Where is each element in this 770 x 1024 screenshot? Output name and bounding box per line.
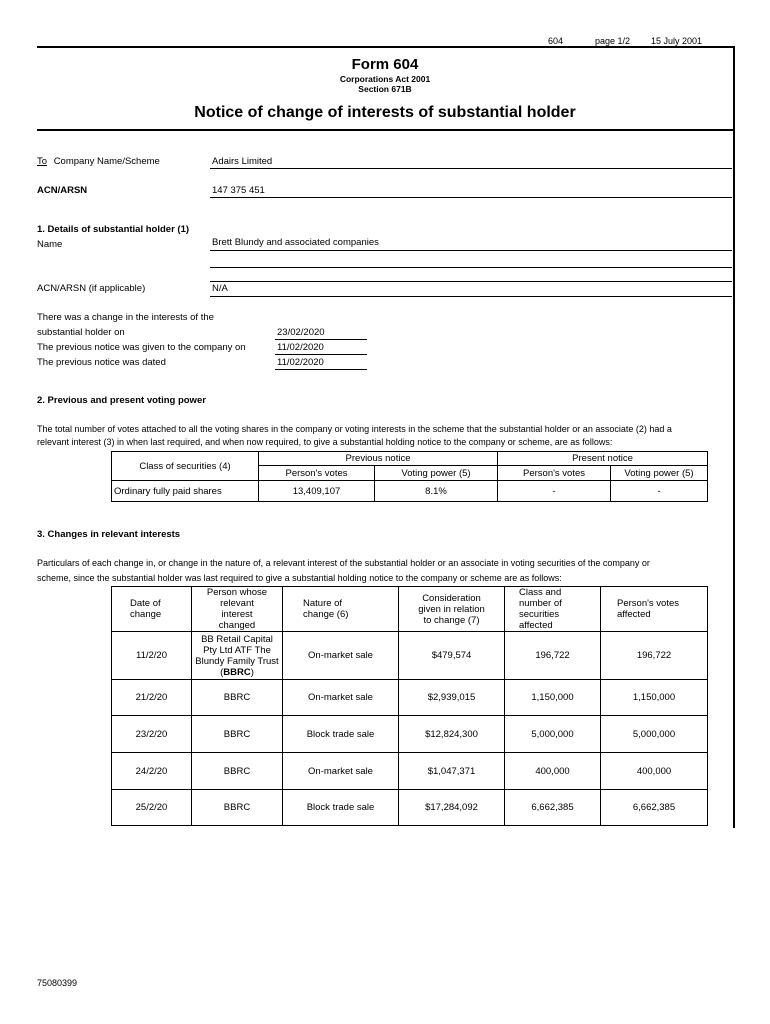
row-nature: Block trade sale — [283, 790, 399, 826]
table-row — [112, 790, 708, 826]
row-securities: 6,662,385 — [505, 790, 601, 826]
row-securities: 400,000 — [505, 753, 601, 790]
col-previous: Previous notice — [259, 452, 498, 466]
hdr-votes: Person's votes affected — [601, 587, 708, 632]
section3-heading: 3. Changes in relevant interests — [37, 529, 181, 540]
acn-applicable-label: ACN/ARSN (if applicable) — [37, 283, 146, 294]
table-row — [112, 680, 708, 716]
company-line — [210, 168, 732, 169]
col-persons-votes: Person's votes — [259, 466, 375, 481]
section3-para-2: scheme, since the substantial holder was last required to give a substantial holding notice to the company or scheme are as follows: — [37, 573, 562, 583]
row-person: BBRC — [192, 680, 283, 716]
prev-power-cell: 8.1% — [375, 481, 498, 502]
table-row — [112, 481, 708, 502]
prev-given-date: 11/02/2020 — [277, 342, 324, 353]
present-power-cell: - — [611, 481, 708, 502]
table-row — [112, 716, 708, 753]
col-class: Class of securities (4) — [112, 452, 259, 481]
row-nature: Block trade sale — [283, 716, 399, 753]
acn-label: ACN/ARSN — [37, 185, 88, 196]
change-date-line — [275, 339, 367, 340]
row-votes: 5,000,000 — [601, 716, 708, 753]
prev-dated-line — [275, 369, 367, 370]
row-securities: 196,722 — [505, 632, 601, 680]
acn-applicable-line — [210, 296, 732, 297]
table-row — [112, 632, 708, 680]
form-title: Form 604 — [351, 56, 419, 73]
name-label: Name — [37, 239, 63, 250]
col-voting-power: Voting power (5) — [375, 466, 498, 481]
row-person — [192, 632, 283, 680]
hdr-date: Date of change — [112, 587, 192, 632]
to-label: To — [37, 156, 48, 167]
prev-votes-cell: 13,409,107 — [259, 481, 375, 502]
col-voting-power-present: Voting power (5) — [611, 466, 708, 481]
row-nature: On-market sale — [283, 680, 399, 716]
col-present: Present notice — [498, 452, 708, 466]
prev-dated-date: 11/02/2020 — [277, 357, 324, 368]
row-date: 24/2/20 — [112, 753, 192, 790]
row-votes: 6,662,385 — [601, 790, 708, 826]
changes-table — [111, 586, 708, 826]
class-cell: Ordinary fully paid shares — [112, 481, 259, 502]
row-votes: 196,722 — [601, 632, 708, 680]
company-row — [37, 156, 160, 167]
form-date: 15 July 2001 — [651, 36, 703, 46]
row-date: 21/2/20 — [112, 680, 192, 716]
acn-line — [210, 197, 732, 198]
person-abbrev: BBRC — [223, 666, 251, 678]
row-securities: 1,150,000 — [505, 680, 601, 716]
changes-header-row — [112, 587, 708, 632]
person-suffix: ) — [250, 666, 254, 678]
present-votes-cell: - — [498, 481, 611, 502]
section1-heading: 1. Details of substantial holder (1) — [37, 224, 190, 235]
prev-dated-label: The previous notice was dated — [37, 357, 166, 368]
change-label-1: There was a change in the interests of the — [37, 312, 214, 323]
act-line: Corporations Act 2001 — [339, 74, 431, 84]
acn-value: 147 375 451 — [212, 185, 265, 196]
hdr-consideration: Consideration given in relation to change (7) — [399, 587, 505, 632]
row-consideration: $2,939,015 — [399, 680, 505, 716]
right-rule — [733, 46, 735, 828]
name-line-3 — [210, 281, 732, 282]
row-votes: 1,150,000 — [601, 680, 708, 716]
form-code: 604 — [548, 36, 564, 46]
row-date: 11/2/20 — [112, 632, 192, 680]
company-label: Company Name/Scheme — [53, 156, 160, 167]
row-votes: 400,000 — [601, 753, 708, 790]
section3-para-1: Particulars of each change in, or change in the nature of, a relevant interest of the substantial holder or an associate in voting securities of the company or — [37, 558, 650, 568]
row-date: 23/2/20 — [112, 716, 192, 753]
hdr-person: Person whose relevant interest changed — [192, 587, 283, 632]
row-consideration: $479,574 — [399, 632, 505, 680]
name-line-1 — [210, 250, 732, 251]
name-line-2 — [210, 267, 732, 268]
section2-para-1: The total number of votes attached to all the voting shares in the company or voting interests in the scheme that the substantial holder or an associate (2) had a — [37, 424, 672, 434]
acn-applicable-value: N/A — [212, 283, 228, 294]
person-prefix: BB Retail Capital Pty Ltd ATF The Blundy Family Trust ( — [195, 633, 279, 678]
hdr-nature: Nature of change (6) — [283, 587, 399, 632]
row-nature: On-market sale — [283, 632, 399, 680]
row-consideration: $17,284,092 — [399, 790, 505, 826]
row-consideration: $1,047,371 — [399, 753, 505, 790]
hdr-class-number: Class and number of securities affected — [505, 587, 601, 632]
page-number: page 1/2 — [595, 36, 631, 46]
prev-given-label: The previous notice was given to the company on — [37, 342, 246, 353]
col-persons-votes-present: Person's votes — [498, 466, 611, 481]
table-row — [112, 753, 708, 790]
row-person: BBRC — [192, 716, 283, 753]
voting-power-table — [111, 451, 708, 502]
row-person: BBRC — [192, 753, 283, 790]
doc-number: 75080399 — [37, 978, 78, 988]
change-date: 23/02/2020 — [277, 327, 325, 338]
section2-para-2: relevant interest (3) in when last required, and when now required, to give a substantial holding notice to the company or scheme, are as follows: — [37, 437, 613, 447]
title-rule — [37, 129, 734, 131]
row-person: BBRC — [192, 790, 283, 826]
section-line: Section 671B — [358, 84, 412, 94]
section2-heading: 2. Previous and present voting power — [37, 395, 206, 406]
top-rule — [37, 46, 734, 48]
row-securities: 5,000,000 — [505, 716, 601, 753]
name-value: Brett Blundy and associated companies — [212, 237, 379, 248]
row-consideration: $12,824,300 — [399, 716, 505, 753]
company-value: Adairs Limited — [212, 156, 273, 167]
change-label-2: substantial holder on — [37, 327, 125, 338]
row-date: 25/2/20 — [112, 790, 192, 826]
prev-given-line — [275, 354, 367, 355]
row-nature: On-market sale — [283, 753, 399, 790]
notice-title: Notice of change of interests of substantial holder — [194, 104, 576, 121]
